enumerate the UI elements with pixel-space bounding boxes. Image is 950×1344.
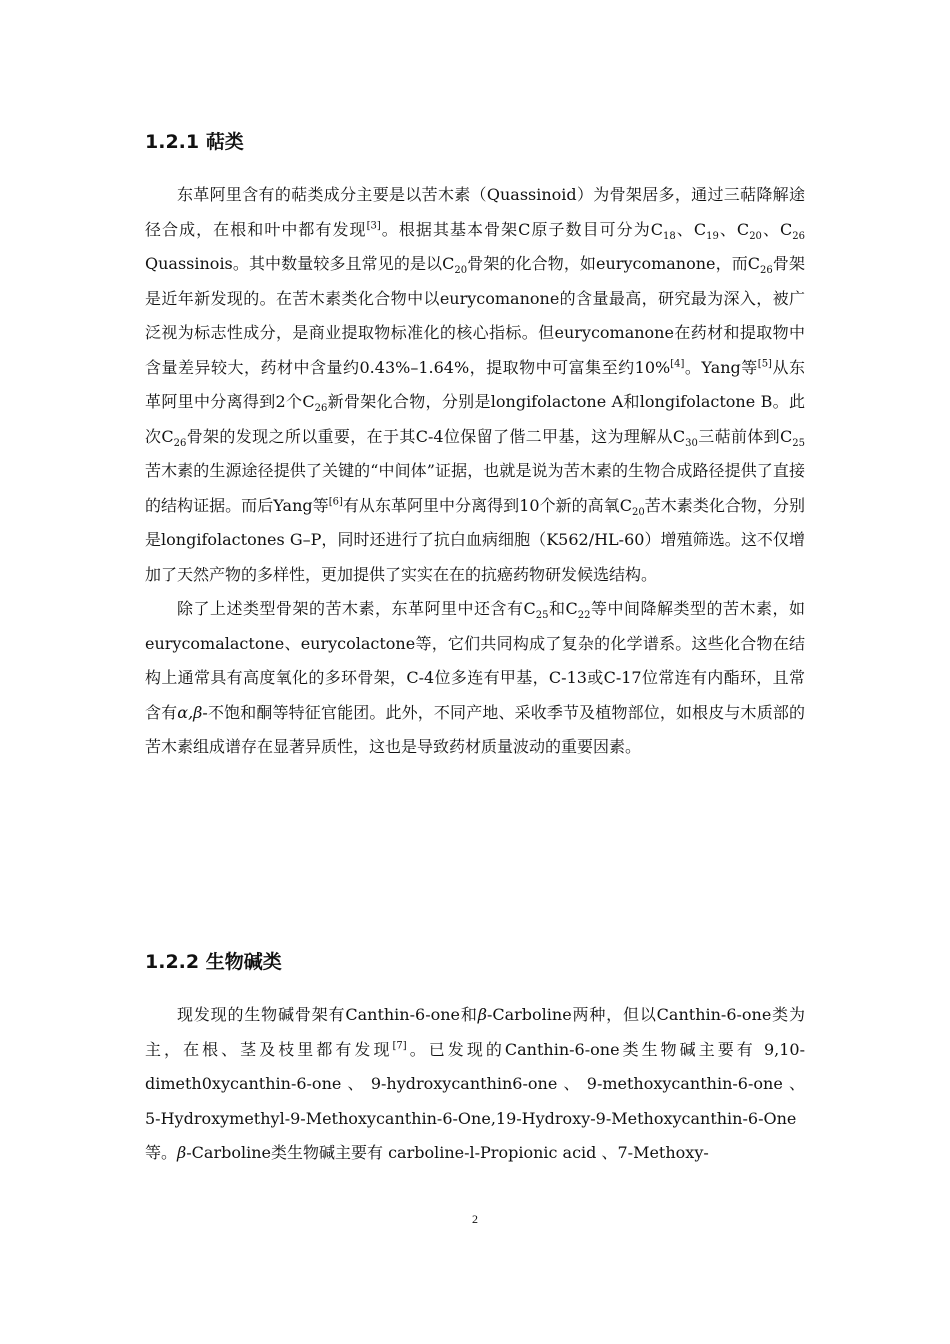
citation-7[interactable]: [7] (392, 1040, 407, 1052)
paragraph-alkaloids: 现发现的生物碱骨架有Canthin-6-one和β-Carboline两种，但以Canthin-6-one类为主，在根、茎及枝里都有发现[7]。已发现的Canthin-6-one类生物碱主要有 9,10-dimeth0xycanthin-6-one 、 9-hydroxycanthin6-one 、 9-methoxycanthin-6-one 、 5-Hydroxymethyl-9-Methoxycanthin-6-One,19-Hydroxy-9-Methoxycanthin-6-One等。β-Carboline类生物碱主要有 carboline-l-Propionic acid 、7-Methoxy- (145, 1005, 805, 1162)
section-body-terpenes (145, 178, 805, 765)
page-number: 2 (472, 1212, 478, 1226)
paragraph-other-quassinoids: 除了上述类型骨架的苦木素，东革阿里中还含有$C_{25}$和$C_{22}$等中间降解类型的苦木素，如eurycomalactone、eurycolactone等，它们共同构成了复杂的化学谱系。这些化合物在结构上通常具有高度氧化的多环骨架，C-4位多连有甲基，C-13或C-17位常连有内酯环，且常含有α,β-不饱和酮等特征官能团。此外，不同产地、采收季节及植物部位，如根皮与木质部的苦木素组成谱存在显著异质性，这也是导致药材质量波动的重要因素。 (145, 599, 805, 756)
paragraph-quassinoids: 东革阿里含有的萜类成分主要是以苦木素（Quassinoid）为骨架居多，通过三萜降解途径合成，在根和叶中都有发现[3]。根据其基本骨架C原子数目可分为$C_{18}$、$C_{19}$、$C_{20}$、$C_{26}$ Quassinois。其中数量较多且常见的是以$C_{20}$骨架的化合物，如eurycomanone，而$C_{26}$骨架是近年新发现的。在苦木素类化合物中以eurycomanone的含量最高，研究最为深入，被广泛视为标志性成分，是商业提取物标准化的核心指标。但eurycomanone在药材和提取物中含量差异较大，药材中含量约0.43%–1.64%，提取物中可富集至约10%[4]。Yang等[5]从东革阿里中分离得到2个$C_{26}$新骨架化合物，分别是longifolactone A和longifolactone B。此次$C_{26}$骨架的发现之所以重要，在于其C-4位保留了偕二甲基，这为理解从$C_{30}$三萜前体到$C_{25}$苦木素的生源途径提供了关键的“中间体”证据，也就是说为苦木素的生物合成路径提供了直接的结构证据。而后Yang等[6]有从东革阿里中分离得到10个新的高氧$C_{20}$苦木素类化合物，分别是longifolactones G–P，同时还进行了抗白血病细胞（K562/HL-60）增殖筛选。这不仅增加了天然产物的多样性，更加提供了实实在在的抗癌药物研发候选结构。 (145, 185, 805, 584)
citation-6[interactable]: [6] (328, 496, 343, 508)
section-heading-alkaloids: 1.2.2 生物碱类 (145, 951, 282, 973)
section-body-alkaloids (145, 998, 805, 1171)
section-heading-terpenes: 1.2.1 萜类 (145, 131, 244, 153)
citation-5[interactable]: [5] (757, 358, 772, 370)
citation-4[interactable]: [4] (670, 358, 685, 370)
citation-3[interactable]: [3] (366, 220, 381, 232)
